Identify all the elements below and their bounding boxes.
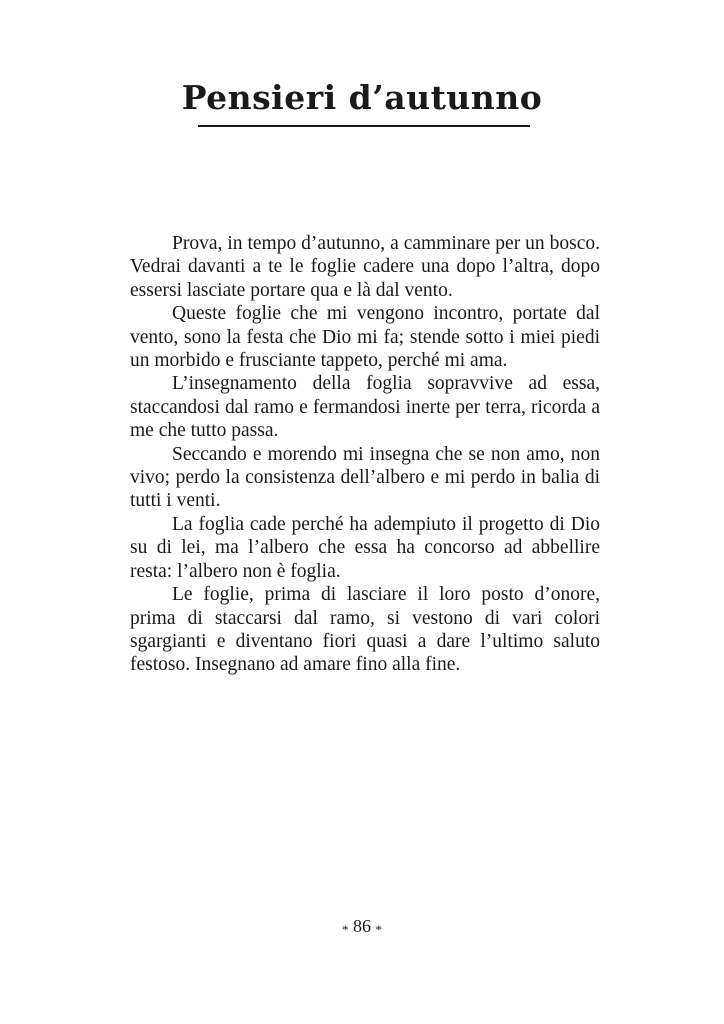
page-title: Pensieri d’autunno bbox=[181, 78, 543, 117]
ornament-star-icon: * bbox=[342, 922, 349, 937]
paragraph: Prova, in tempo d’autunno, a camminare per un bosco. Vedrai davanti a te le foglie cadere una dopo l’altra, dopo essersi lasciate portare qua e là dal vento. bbox=[130, 233, 600, 301]
ornament-star-icon: * bbox=[375, 922, 382, 937]
paragraph: L’insegnamento della foglia sopravvive ad essa, staccandosi dal ramo e fermandosi inerte per terra, ricorda a me che tutto passa. bbox=[130, 373, 600, 442]
paragraph: Le foglie, prima di lasciare il loro posto d’onore, prima di staccarsi dal ramo, si vestono di vari colori sgargianti e diventano fiori quasi a dare l’ultimo saluto festoso. Insegnano ad amare fino alla fine. bbox=[130, 584, 600, 676]
paragraph: Seccando e morendo mi insegna che se non amo, non vivo; perdo la consistenza dell’albero e mi perdo in balia di tutti i venti. bbox=[130, 443, 600, 512]
title-underline bbox=[198, 125, 530, 127]
page-footer bbox=[0, 916, 724, 937]
paragraph: La foglia cade perché ha adempiuto il progetto di Dio su di lei, ma l’albero che essa ha concorso ad abbellire resta: l’albero non è foglia. bbox=[130, 513, 600, 582]
paragraph: Queste foglie che mi vengono incontro, portate dal vento, sono la festa che Dio mi fa; stende sotto i miei piedi un morbido e frusciante tappeto, perché mi ama. bbox=[130, 303, 600, 372]
page-number: 86 bbox=[353, 916, 371, 936]
body-text bbox=[130, 232, 600, 677]
